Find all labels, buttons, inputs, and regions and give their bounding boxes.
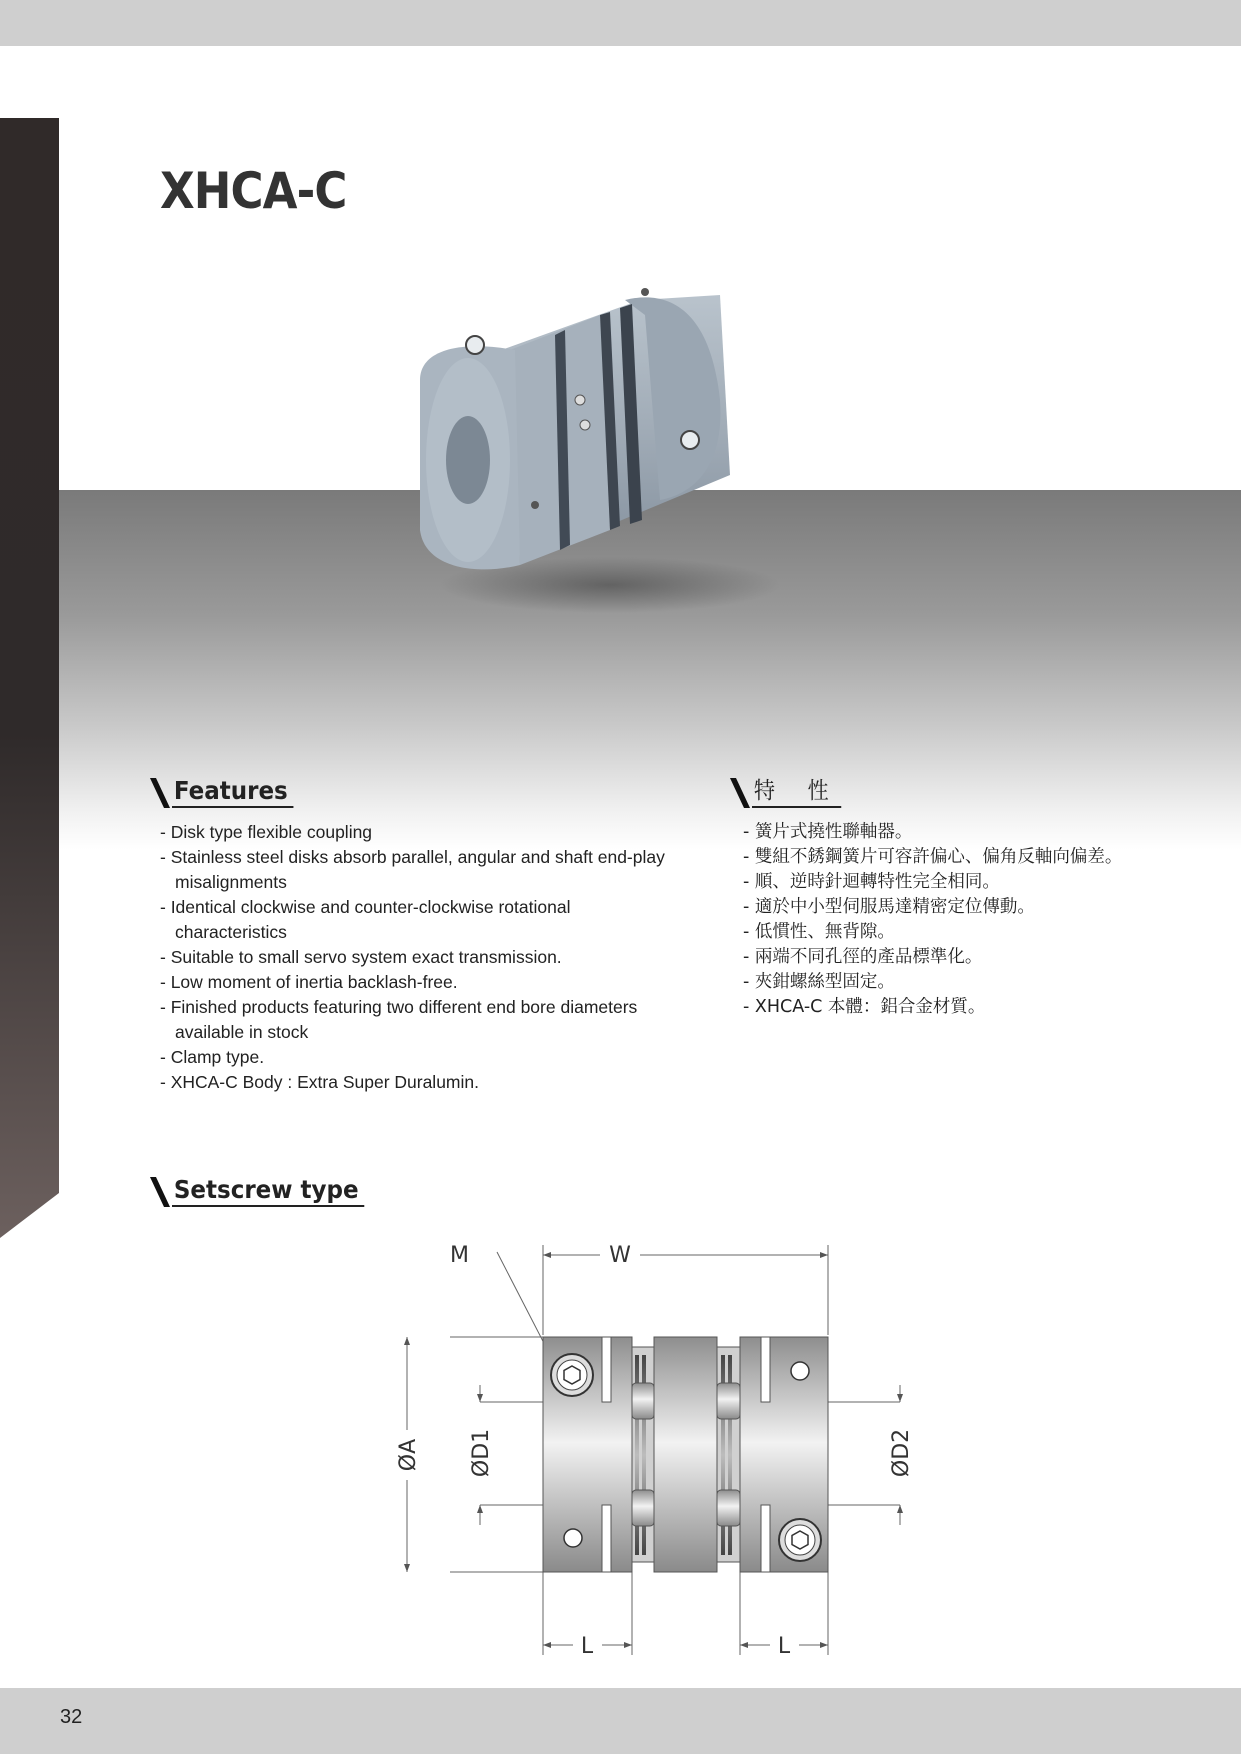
label-diameter-d2: ØD2 <box>889 1428 914 1478</box>
feature-item: - Clamp type. <box>160 1047 265 1067</box>
label-l-right: L <box>777 1634 791 1659</box>
label-diameter-d1: ØD1 <box>469 1428 494 1478</box>
page-title: XHCA-C <box>160 162 347 220</box>
feature-item: - Low moment of inertia backlash-free. <box>160 972 458 992</box>
product-photo <box>420 280 840 630</box>
feature-cn-item: - 低慣性、無背隙。 <box>743 922 895 942</box>
features-cn-list <box>743 820 1163 1020</box>
label-diameter-a: ØA <box>396 1438 421 1472</box>
heading-slash-icon <box>150 778 172 808</box>
feature-cn-item: - 雙組不銹鋼簧片可容許偏心、偏角反軸向偏差。 <box>743 847 1123 867</box>
feature-item: - XHCA-C Body : Extra Super Duralumin. <box>160 1072 479 1092</box>
feature-cn-item: - 適於中小型伺服馬達精密定位傳動。 <box>743 897 1035 917</box>
setscrew-heading-text: Setscrew type <box>172 1175 364 1207</box>
side-accent-strip <box>0 118 59 1238</box>
feature-item: - Finished products featuring two different end bore diameters available in stock <box>160 997 638 1042</box>
top-bar <box>0 0 1241 46</box>
features-list <box>160 820 680 1095</box>
features-cn-heading-text: 特 性 <box>752 776 842 808</box>
feature-cn-item: - 順、逆時針迴轉特性完全相同。 <box>743 872 1000 892</box>
heading-slash-icon <box>150 1177 172 1207</box>
feature-item: - Disk type flexible coupling <box>160 822 373 842</box>
feature-cn-item: - XHCA-C 本體：鋁合金材質。 <box>743 997 986 1017</box>
heading-slash-icon <box>730 778 752 808</box>
features-cn-heading <box>730 776 849 808</box>
feature-item: - Identical clockwise and counter-clockwise rotational characteristics <box>160 897 571 942</box>
feature-item: - Suitable to small servo system exact transmission. <box>160 947 562 967</box>
label-m: M <box>450 1243 469 1268</box>
bottom-bar <box>0 1688 1241 1754</box>
feature-cn-item: - 簧片式撓性聯軸器。 <box>743 822 913 842</box>
feature-cn-item: - 兩端不同孔徑的產品標準化。 <box>743 947 983 967</box>
page-number: 32 <box>60 1706 83 1728</box>
label-l-left: L <box>580 1634 594 1659</box>
features-heading <box>150 776 304 808</box>
features-heading-text: Features <box>172 776 293 808</box>
feature-item: - Stainless steel disks absorb parallel, angular and shaft end-play misalignments <box>160 847 665 892</box>
setscrew-heading <box>150 1175 381 1207</box>
setscrew-drawing <box>380 1235 940 1675</box>
feature-cn-item: - 夾鉗螺絲型固定。 <box>743 972 895 992</box>
label-w: W <box>609 1243 631 1268</box>
